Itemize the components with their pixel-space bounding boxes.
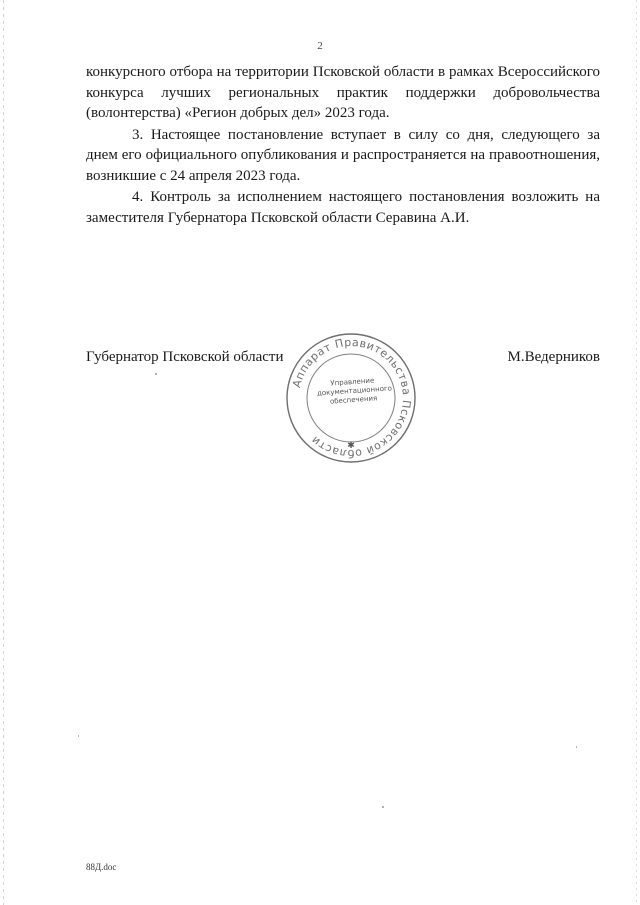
signatory-position: Губернатор Псковской области [86, 349, 284, 365]
stamp-star-icon: ✱ [347, 440, 355, 450]
scan-speck [576, 746, 577, 748]
scan-edge-left [3, 0, 4, 905]
document-body [86, 62, 600, 228]
scan-speck [155, 373, 157, 375]
scan-speck [382, 806, 384, 808]
paragraph-continuation: конкурсного отбора на территории Псковской области в рамках Всероссийского конкурса лучших региональных практик поддержки добровольчества (волонтерства) «Регион добрых дел» 2023 года. [86, 64, 600, 121]
paragraph-item-4: 4. Контроль за исполнением настоящего постановления возложить на заместителя Губернатора Псковской области Серавина А.И. [86, 189, 600, 226]
stamp-ring-text: Аппарат Правительства Псковской области [290, 335, 414, 461]
stamp-center-text: Управление документационного обеспечения [316, 376, 393, 406]
footer-document-name: 88Д.doc [86, 862, 117, 872]
scan-speck [78, 735, 79, 737]
paragraph-item-3: 3. Настоящее постановление вступает в силу со дня, следующего за днем его официального опубликования и распространяется на правоотношения, возникшие с 24 апреля 2023 года. [86, 126, 600, 184]
scan-edge-right [636, 0, 637, 905]
page-number: 2 [317, 40, 323, 52]
signatory-name: М.Ведерников [507, 349, 600, 365]
